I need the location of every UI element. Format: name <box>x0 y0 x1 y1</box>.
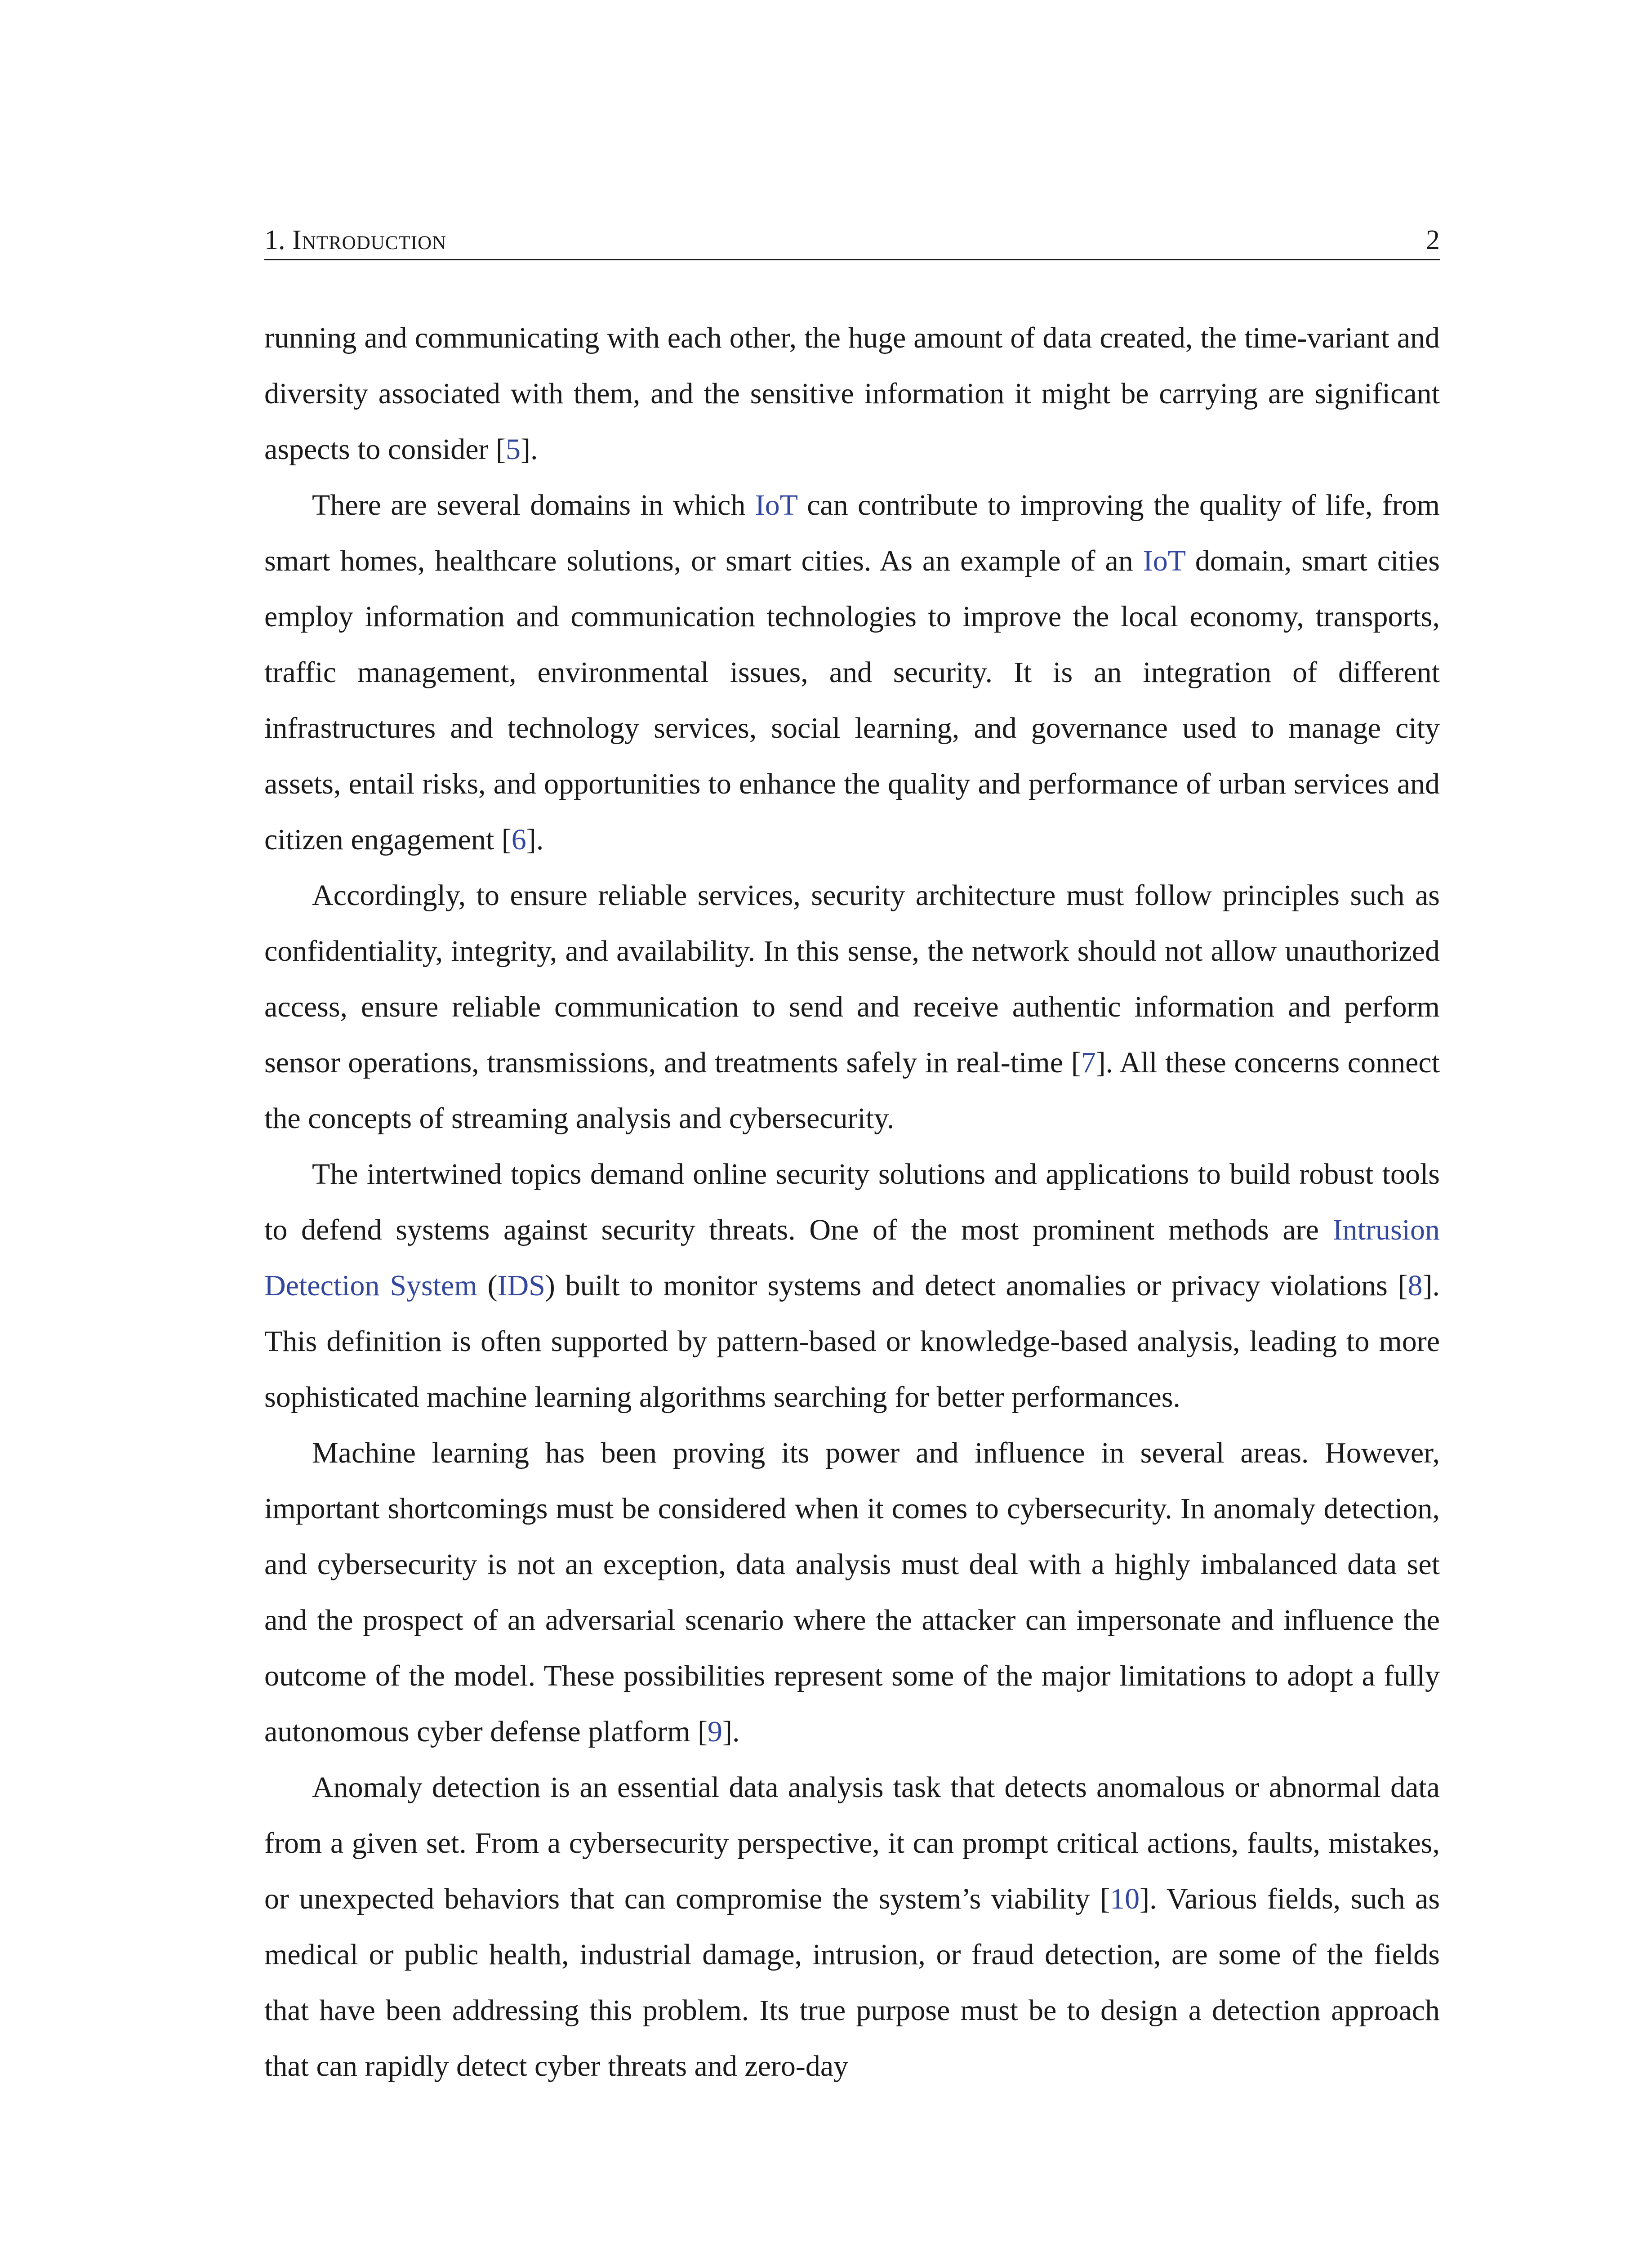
paragraph-text: ]. <box>521 433 538 466</box>
paragraph-text: running and communicating with each other, the huge amount of data created, the time-variant and diversity associated with them, and the sensitive information it might be carrying are significant aspects to consider [ <box>264 321 1440 466</box>
citation-link[interactable]: IoT <box>1143 544 1185 577</box>
paragraph-6 <box>264 1760 1440 2094</box>
paragraph-text: There are several domains in which <box>312 489 755 522</box>
citation-link[interactable]: 6 <box>511 823 526 856</box>
running-header <box>264 216 1440 260</box>
citation-link[interactable]: 9 <box>708 1715 723 1748</box>
paragraph-text: ]. <box>722 1715 740 1748</box>
body-text <box>264 310 1440 2094</box>
paragraph-5 <box>264 1425 1440 1760</box>
citation-link[interactable]: 5 <box>506 433 521 466</box>
paragraph-2 <box>264 477 1440 868</box>
paragraph-text: Accordingly, to ensure reliable services, security architecture must follow principles such as confidentiality, integrity, and availability. In this sense, the network should not allow unauthorized access, ensure reliable communication to send and receive authentic information and perform sensor operations, transmissions, and treatments safely in real-time [ <box>264 879 1440 1079</box>
paragraph-text: Anomaly detection is an essential data analysis task that detects anomalous or abnormal data from a given set. From a cybersecurity perspective, it can prompt critical actions, faults, mistakes, or unexpected behaviors that can compromise the system’s viability [ <box>264 1771 1440 1915</box>
paragraph-text: Machine learning has been proving its power and influence in several areas. However, important shortcomings must be considered when it comes to cybersecurity. In anomaly detection, and cybersecurity is not an exception, data analysis must deal with a highly imbalanced data set and the prospect of an adversarial scenario where the attacker can impersonate and influence the outcome of the model. These possibilities represent some of the major limitations to adopt a fully autonomous cyber defense platform [ <box>264 1436 1440 1748</box>
paragraph-text: ) built to monitor systems and detect anomalies or privacy violations [ <box>545 1269 1408 1302</box>
citation-link[interactable]: Intrusion Detection System <box>264 1213 1440 1302</box>
paragraph-text: ]. Various fields, such as medical or public health, industrial damage, intrusion, or fraud detection, are some of the fields that have been addressing this problem. Its true purpose must be to design a detection approach that can rapidly detect cyber threats and zero-day <box>264 1882 1440 2083</box>
citation-link[interactable]: 10 <box>1110 1882 1140 1915</box>
paragraph-text: ( <box>477 1269 498 1302</box>
citation-link[interactable]: 7 <box>1081 1046 1096 1079</box>
citation-link[interactable]: IoT <box>755 489 797 522</box>
chapter-number: 1. <box>264 225 285 255</box>
citation-link[interactable]: 8 <box>1407 1269 1423 1302</box>
paragraph-3 <box>264 868 1440 1146</box>
page-number: 2 <box>1426 225 1440 255</box>
citation-link[interactable]: IDS <box>497 1269 545 1302</box>
paragraph-text: ]. All these concerns connect the concepts of streaming analysis and cybersecurity. <box>264 1046 1440 1135</box>
chapter-title: Introduction <box>292 225 447 255</box>
paragraph-4 <box>264 1146 1440 1425</box>
chapter-heading <box>264 224 446 256</box>
paragraph-text: ]. This definition is often supported by pattern-based or knowledge-based analysis, leading to more sophisticated machine learning algorithms searching for better performances. <box>264 1269 1440 1414</box>
paragraph-1 <box>264 310 1440 477</box>
paragraph-text: ]. <box>526 823 544 856</box>
paragraph-text: can contribute to improving the quality of life, from smart homes, healthcare solutions, or smart cities. As an example of an <box>264 489 1440 577</box>
paragraph-text: domain, smart cities employ information and communication technologies to improve the local economy, transports, traffic management, environmental issues, and security. It is an integration of different infrastructures and technology services, social learning, and governance used to manage city assets, entail risks, and opportunities to enhance the quality and performance of urban services and citizen engagement [ <box>264 544 1440 856</box>
paragraph-text: The intertwined topics demand online security solutions and applications to build robust tools to defend systems against security threats. One of the most prominent methods are <box>264 1158 1440 1246</box>
